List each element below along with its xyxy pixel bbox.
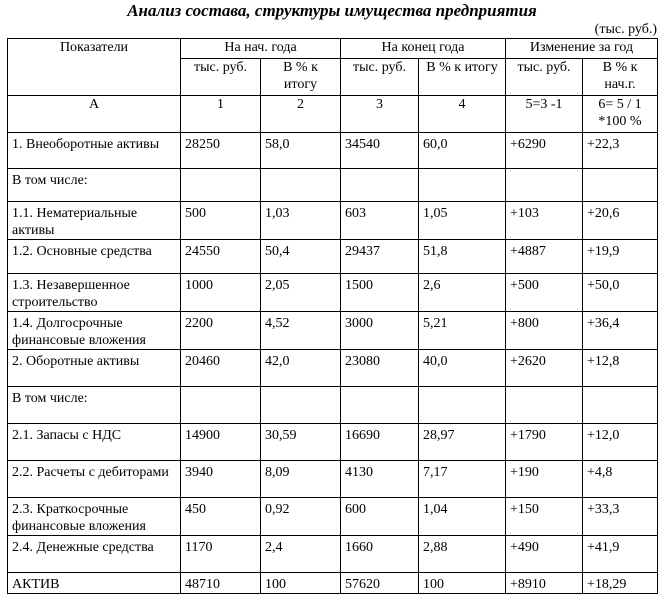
header-end-of-year: На конец года <box>341 39 506 59</box>
value-cell: 500 <box>181 202 261 240</box>
row-label: АКТИВ <box>8 573 181 594</box>
value-cell: 1170 <box>181 536 261 573</box>
value-cell: 4,52 <box>261 312 341 350</box>
index-row <box>8 96 658 133</box>
value-cell: +33,3 <box>583 498 658 536</box>
value-cell <box>341 169 419 202</box>
value-cell: +8910 <box>506 573 583 594</box>
value-cell: 60,0 <box>419 133 506 169</box>
value-cell: 8,09 <box>261 461 341 498</box>
table-row <box>8 387 658 424</box>
subheader-cell: тыс. руб. <box>506 59 583 96</box>
table-row <box>8 133 658 169</box>
value-cell: +20,6 <box>583 202 658 240</box>
value-cell: +490 <box>506 536 583 573</box>
value-cell: +6290 <box>506 133 583 169</box>
value-cell: 51,8 <box>419 240 506 274</box>
value-cell: 24550 <box>181 240 261 274</box>
table-row <box>8 274 658 312</box>
value-cell: 450 <box>181 498 261 536</box>
value-cell: 34540 <box>341 133 419 169</box>
header-change: Изменение за год <box>506 39 658 59</box>
value-cell <box>506 387 583 424</box>
value-cell: 3000 <box>341 312 419 350</box>
value-cell: +150 <box>506 498 583 536</box>
value-cell: +22,3 <box>583 133 658 169</box>
value-cell: 2,88 <box>419 536 506 573</box>
value-cell: +103 <box>506 202 583 240</box>
value-cell: 7,17 <box>419 461 506 498</box>
subheader-cell: тыс. руб. <box>181 59 261 96</box>
header-indicators: Показатели <box>8 39 181 96</box>
index-cell: 3 <box>341 96 419 133</box>
value-cell: +1790 <box>506 424 583 461</box>
table-row <box>8 350 658 387</box>
row-label: 1.2. Основные средства <box>8 240 181 274</box>
row-label: В том числе: <box>8 387 181 424</box>
value-cell <box>261 169 341 202</box>
value-cell: 40,0 <box>419 350 506 387</box>
value-cell: +19,9 <box>583 240 658 274</box>
header-start-of-year: На нач. года <box>181 39 341 59</box>
value-cell: +36,4 <box>583 312 658 350</box>
subheader-cell: тыс. руб. <box>341 59 419 96</box>
subheader-cell: В % к итогу <box>419 59 506 96</box>
units-note: (тыс. руб.) <box>594 22 657 37</box>
value-cell: +18,29 <box>583 573 658 594</box>
value-cell: 2,05 <box>261 274 341 312</box>
value-cell <box>181 387 261 424</box>
value-cell: +12,0 <box>583 424 658 461</box>
value-cell: 1,03 <box>261 202 341 240</box>
row-label: 2. Оборотные активы <box>8 350 181 387</box>
value-cell: +500 <box>506 274 583 312</box>
value-cell: +50,0 <box>583 274 658 312</box>
row-label: 2.4. Денежные средства <box>8 536 181 573</box>
table-row <box>8 498 658 536</box>
value-cell: 1660 <box>341 536 419 573</box>
value-cell: 28250 <box>181 133 261 169</box>
row-label: 2.2. Расчеты с дебиторами <box>8 461 181 498</box>
index-cell: 5=3 -1 <box>506 96 583 133</box>
subheader-cell: В % к нач.г. <box>583 59 658 96</box>
value-cell: 2200 <box>181 312 261 350</box>
value-cell <box>261 387 341 424</box>
table-row <box>8 573 658 594</box>
value-cell: 0,92 <box>261 498 341 536</box>
table-row <box>8 312 658 350</box>
index-cell: 2 <box>261 96 341 133</box>
value-cell: 2,6 <box>419 274 506 312</box>
row-label: 2.3. Краткосрочные финансовые вложения <box>8 498 181 536</box>
value-cell: 16690 <box>341 424 419 461</box>
value-cell: +4887 <box>506 240 583 274</box>
value-cell: 14900 <box>181 424 261 461</box>
value-cell <box>341 387 419 424</box>
index-cell: 6= 5 / 1 *100 % <box>583 96 658 133</box>
row-label: 1. Внеоборотные активы <box>8 133 181 169</box>
value-cell: 3940 <box>181 461 261 498</box>
value-cell: 600 <box>341 498 419 536</box>
value-cell: 28,97 <box>419 424 506 461</box>
table-row <box>8 536 658 573</box>
value-cell: 58,0 <box>261 133 341 169</box>
value-cell: 2,4 <box>261 536 341 573</box>
value-cell <box>583 387 658 424</box>
value-cell: 42,0 <box>261 350 341 387</box>
value-cell: 1,04 <box>419 498 506 536</box>
subheader-cell: В % к итогу <box>261 59 341 96</box>
value-cell <box>181 169 261 202</box>
value-cell <box>506 169 583 202</box>
value-cell: 1000 <box>181 274 261 312</box>
table-row <box>8 202 658 240</box>
document-title: Анализ состава, структуры имущества предприятия <box>127 1 537 20</box>
row-label: 1.3. Незавершенное строительство <box>8 274 181 312</box>
index-cell: 4 <box>419 96 506 133</box>
value-cell <box>419 387 506 424</box>
value-cell: 5,21 <box>419 312 506 350</box>
value-cell: 50,4 <box>261 240 341 274</box>
value-cell: 1500 <box>341 274 419 312</box>
index-cell: 1 <box>181 96 261 133</box>
value-cell: 4130 <box>341 461 419 498</box>
value-cell: 20460 <box>181 350 261 387</box>
value-cell: +12,8 <box>583 350 658 387</box>
value-cell: 1,05 <box>419 202 506 240</box>
value-cell: +41,9 <box>583 536 658 573</box>
row-label: В том числе: <box>8 169 181 202</box>
asset-structure-table <box>7 38 658 594</box>
table-row <box>8 240 658 274</box>
value-cell: +2620 <box>506 350 583 387</box>
value-cell: 48710 <box>181 573 261 594</box>
table-row <box>8 424 658 461</box>
value-cell: +4,8 <box>583 461 658 498</box>
value-cell: +190 <box>506 461 583 498</box>
value-cell: 29437 <box>341 240 419 274</box>
row-label: 1.4. Долгосрочные финансовые вложения <box>8 312 181 350</box>
value-cell <box>419 169 506 202</box>
value-cell: 30,59 <box>261 424 341 461</box>
table-row <box>8 461 658 498</box>
table-row <box>8 169 658 202</box>
index-cell: А <box>8 96 181 133</box>
value-cell: 100 <box>419 573 506 594</box>
value-cell: 603 <box>341 202 419 240</box>
row-label: 2.1. Запасы с НДС <box>8 424 181 461</box>
row-label: 1.1. Нематериальные активы <box>8 202 181 240</box>
value-cell: 100 <box>261 573 341 594</box>
value-cell: +800 <box>506 312 583 350</box>
value-cell <box>583 169 658 202</box>
value-cell: 57620 <box>341 573 419 594</box>
value-cell: 23080 <box>341 350 419 387</box>
